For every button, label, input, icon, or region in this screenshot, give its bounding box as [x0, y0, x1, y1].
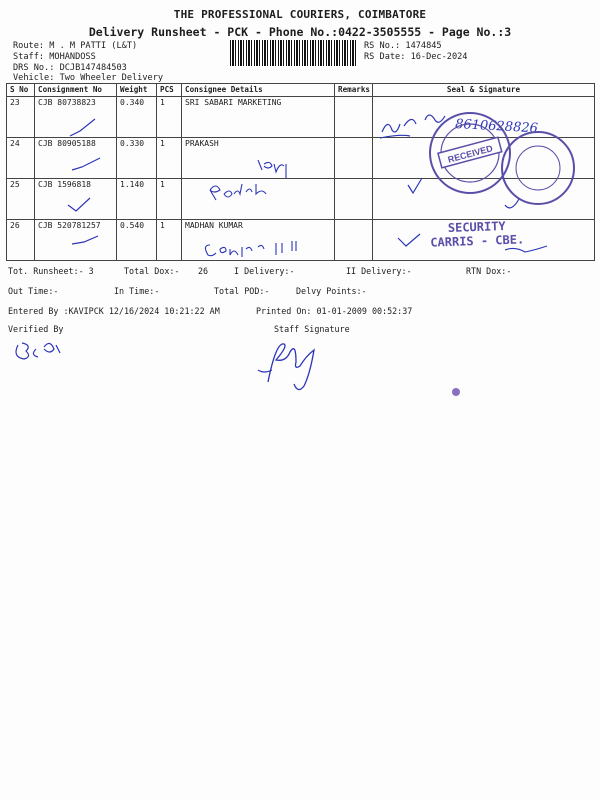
cell-pcs: 1	[157, 179, 182, 220]
col-pcs: PCS	[157, 84, 182, 97]
company-title: THE PROFESSIONAL COURIERS, COIMBATORE	[173, 8, 427, 21]
tick-mark	[70, 119, 95, 136]
handwritten-scribble	[505, 246, 547, 252]
cell-sno: 25	[7, 179, 35, 220]
cell-consignment: CJB 80738823	[35, 97, 117, 138]
rs-no-text: RS No.: 1474845	[364, 41, 442, 51]
cell-consignee: MADHAN KUMAR	[182, 220, 335, 261]
cell-consignment: CJB 520781257	[35, 220, 117, 261]
cell-sno: 23	[7, 97, 35, 138]
cell-weight: 1.140	[117, 179, 157, 220]
security-stamp-line2: CARRIS - CBE.	[430, 232, 525, 250]
delvy-points-label: Delvy Points:-	[296, 286, 367, 296]
staff-signature-scribble	[268, 344, 314, 390]
runsheet-subtitle: Delivery Runsheet - PCK - Phone No.:0422-3505555 - Page No.:3	[88, 25, 512, 39]
cell-consignment: CJB 1596818	[35, 179, 117, 220]
out-time-label: Out Time:-	[8, 286, 59, 296]
ink-blot	[450, 386, 462, 398]
cell-pcs: 1	[157, 97, 182, 138]
printed-on-text: Printed On: 01-01-2009 00:52:37	[256, 306, 413, 316]
handwritten-consignee	[258, 160, 286, 178]
cell-sno: 24	[7, 138, 35, 179]
cell-consignee: PRAKASH	[182, 138, 335, 179]
handwritten-signature	[380, 119, 416, 138]
rs-date-text: RS Date: 16-Dec-2024	[364, 52, 468, 62]
cell-weight: 0.330	[117, 138, 157, 179]
handwritten-consignee	[205, 241, 296, 257]
vehicle-text: Vehicle: Two Wheeler Delivery	[13, 73, 164, 83]
col-consignment: Consignment No	[35, 84, 117, 97]
cell-pcs: 1	[157, 220, 182, 261]
staff-signature-label: Staff Signature	[274, 324, 350, 334]
drs-text: DRS No.: DCJB147484503	[13, 63, 127, 73]
handwritten-consignee	[210, 184, 266, 200]
cell-weight: 0.340	[117, 97, 157, 138]
tick-mark	[398, 234, 420, 246]
company-circular-stamp	[498, 128, 578, 208]
rtn-dox-label: RTN Dox:-	[466, 266, 512, 276]
col-weight: Weight	[117, 84, 157, 97]
handwritten-phone: 8610628826	[454, 117, 539, 137]
received-stamp-label: RECEIVED	[446, 143, 494, 165]
staff-text: Staff: MOHANDOSS	[13, 52, 96, 62]
tot-runsheet: Tot. Runsheet:- 3	[8, 266, 94, 276]
route-text: Route: M . M PATTI (L&T)	[13, 41, 138, 51]
security-stamp-line1: SECURITY	[447, 219, 506, 236]
cell-weight: 0.540	[117, 220, 157, 261]
tick-mark	[408, 178, 422, 193]
col-seal: Seal & Signature	[373, 84, 595, 97]
in-time-label: In Time:-	[114, 286, 160, 296]
col-consignee: Consignee Details	[182, 84, 335, 97]
verified-by-label: Verified By	[8, 324, 64, 334]
cell-consignment: CJB 80905188	[35, 138, 117, 179]
ii-delivery-label: II Delivery:-	[346, 266, 412, 276]
entered-by-text: Entered By :KAVIPCK 12/16/2024 10:21:22 AM	[8, 306, 220, 316]
tick-mark	[68, 198, 90, 211]
total-dox-value: 26	[198, 266, 209, 276]
i-delivery-label: I Delivery:-	[234, 266, 295, 276]
cell-pcs: 1	[157, 138, 182, 179]
tick-mark	[72, 236, 98, 244]
tick-mark	[72, 158, 100, 170]
security-stamp	[418, 218, 537, 250]
verified-by-signature	[16, 343, 60, 359]
col-remarks: Remarks	[335, 84, 373, 97]
total-dox-label: Total Dox:-	[124, 266, 180, 276]
cell-sno: 26	[7, 220, 35, 261]
total-pod-label: Total POD:-	[214, 286, 270, 296]
cell-consignee: SRI SABARI MARKETING	[182, 97, 335, 138]
col-sno: S No	[7, 84, 35, 97]
